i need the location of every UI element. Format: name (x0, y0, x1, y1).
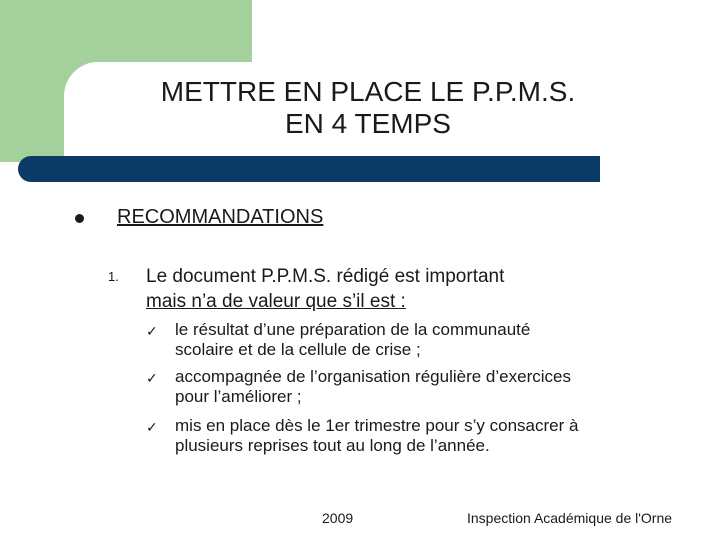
footer-organization: Inspection Académique de l'Orne (467, 510, 673, 526)
main-point (146, 264, 616, 314)
list-number: 1. (108, 269, 119, 284)
list-item-line-2: pour l’améliorer ; (175, 387, 302, 406)
list-item-line-2: scolaire et de la cellule de crise ; (175, 340, 421, 359)
list-item-line-1: le résultat d’une préparation de la communauté (175, 320, 531, 339)
decorative-navy-bar (18, 156, 600, 182)
checkmark-icon: ✓ (146, 323, 158, 339)
bullet-icon (75, 214, 84, 223)
checkmark-icon: ✓ (146, 370, 158, 386)
list-item (175, 416, 675, 456)
checkmark-icon: ✓ (146, 419, 158, 435)
slide-title-line-1: METTRE EN PLACE LE P.P.M.S. (160, 76, 576, 107)
list-item-line-1: mis en place dès le 1er trimestre pour s’y consacrer à (175, 416, 579, 435)
slide-title (68, 76, 668, 140)
list-item-line-1: accompagnée de l’organisation régulière d’exercices (175, 367, 571, 386)
list-item (175, 320, 675, 360)
section-heading: RECOMMANDATIONS (117, 206, 324, 228)
main-point-line-2: mais n’a de valeur que s’il est : (146, 291, 406, 312)
list-item-line-2: plusieurs reprises tout au long de l’année. (175, 436, 490, 455)
list-item (175, 367, 675, 407)
main-point-line-1: Le document P.P.M.S. rédigé est important (146, 266, 505, 287)
footer-year: 2009 (322, 510, 354, 526)
slide-title-line-2: EN 4 TEMPS (285, 108, 451, 139)
